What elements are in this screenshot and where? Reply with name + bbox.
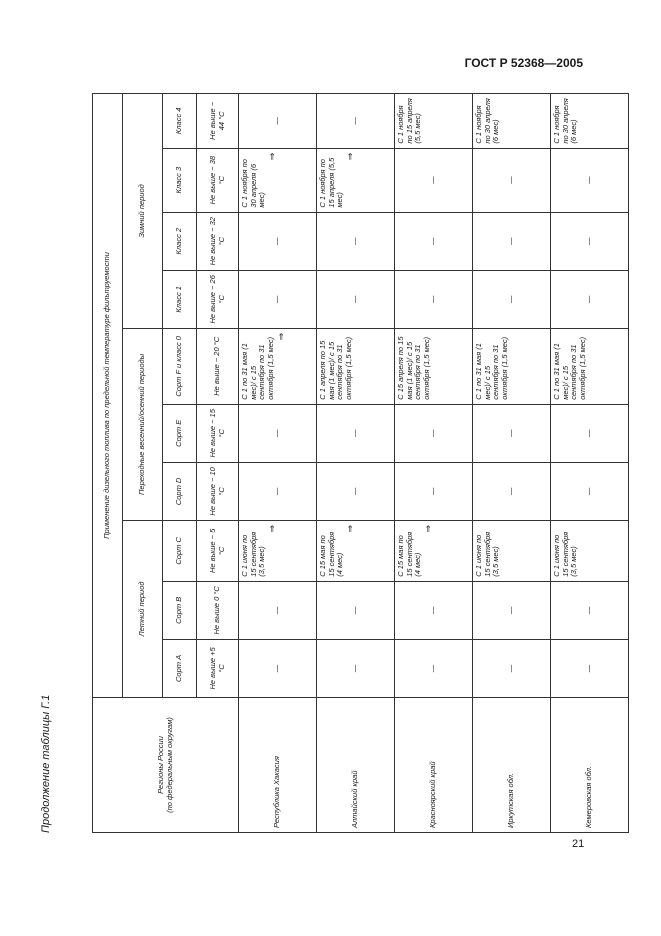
period-cell [473,328,551,404]
page-number: 21 [572,838,585,850]
empty-dash-cell: — [473,404,551,462]
grade-header: Сорт А [163,639,197,697]
empty-dash-cell: — [473,212,551,270]
empty-dash-cell: — [395,462,473,520]
region-name: Алтайский край [317,697,395,832]
empty-dash-cell: — [317,212,395,270]
empty-dash-cell: — [551,462,629,520]
empty-dash-cell: — [473,581,551,639]
period-cell [317,328,395,404]
standard-number: ГОСТ Р 52368—2005 [464,56,583,70]
period-text: С 15 апреля по 15 мая (1 мес)/ с 15 сентября по 31 октября (1,5 мес) [396,336,431,400]
empty-dash-cell: — [473,639,551,697]
grade-header: Сорт С [163,520,197,581]
table-row [239,94,317,833]
arrow-icon: ⇒ [275,332,286,341]
period-text: С 1 июня по 15 сентября (3,5 мес) [240,531,267,577]
arrow-icon: ⇒ [344,152,355,161]
empty-dash-cell: — [395,212,473,270]
grade-header: Сорт D [163,462,197,520]
empty-dash-cell: — [317,639,395,697]
empty-dash-cell: — [317,94,395,149]
table-row [395,94,473,833]
empty-dash-cell: — [239,404,317,462]
empty-dash-cell: — [239,94,317,149]
empty-dash-cell: — [317,404,395,462]
empty-dash-cell: — [395,148,473,212]
empty-dash-cell: — [239,270,317,328]
grade-header: Сорт Е [163,404,197,462]
region-name: Республика Хакасия [239,697,317,832]
arrow-icon: ⇒ [422,524,433,533]
period-text: С 15 мая по 15 сентября (4 мес) [318,531,345,577]
empty-dash-cell: — [395,581,473,639]
period-cell [551,520,629,581]
table-row [317,94,395,833]
temperature-limit-header: Не выше − 5 °С [197,520,239,581]
table-caption: Продолжение таблицы Г.1 [40,694,52,833]
table-row [473,94,551,833]
arrow-icon: ⇒ [266,152,277,161]
temperature-limit-header: Не выше − 15 °С [197,404,239,462]
empty-dash-cell: — [551,404,629,462]
period-text: С 1 апреля по 15 мая (1 мес)/ с 15 сентября по 31 октября (1,5 мес) [318,336,353,400]
region-name: Красноярский край [395,697,473,832]
period-text: С 1 июня по 15 сентября (3,5 мес) [474,531,501,577]
empty-dash-cell: — [317,270,395,328]
arrow-icon: ⇒ [266,524,277,533]
fuel-application-table [92,93,629,833]
empty-dash-cell: — [473,270,551,328]
period-cell [317,148,395,212]
temperature-limit-header: Не выше − 26 °С [197,270,239,328]
period-cell [239,520,317,581]
empty-dash-cell: — [551,148,629,212]
period-text: С 1 июня по 15 сентября (3,5 мес) [552,531,579,577]
empty-dash-cell: — [239,581,317,639]
grade-header: Сорт В [163,581,197,639]
winter-period-header: Зимний период [123,94,163,329]
empty-dash-cell: — [239,639,317,697]
arrow-icon: ⇒ [344,524,355,533]
period-text: С 1 по 31 мая (1 мес)/ с 15 сентября по 31 октября (1,5 мес) [552,336,587,400]
period-cell [395,328,473,404]
empty-dash-cell: — [395,404,473,462]
period-cell [473,520,551,581]
table-row [551,94,629,833]
temperature-limit-header: Не выше − 20 °С [197,328,239,404]
rotated-table-block [40,93,594,833]
grade-header: Класс 2 [163,212,197,270]
temperature-limit-header: Не выше − 10 °С [197,462,239,520]
region-name: Кемеровская обл. [551,697,629,832]
period-text: С 1 ноября по 15 апреля (5,5 мес) [318,157,345,208]
empty-dash-cell: — [473,148,551,212]
main-header: Применение дизельного топлива по предельной температуре фильтруемости [93,94,123,698]
summer-period-header: Летний период [123,520,163,697]
grade-header: Класс 1 [163,270,197,328]
empty-dash-cell: — [395,270,473,328]
empty-dash-cell: — [551,270,629,328]
temperature-limit-header: Не выше − 38 °С [197,148,239,212]
empty-dash-cell: — [239,462,317,520]
temperature-limit-header: Не выше − 44 °С [197,94,239,149]
period-text: С 1 ноября по 30 апреля (6 мес) [474,98,501,144]
grade-header: Класс 3 [163,148,197,212]
temperature-limit-header: Не выше +5 °С [197,639,239,697]
empty-dash-cell: — [551,639,629,697]
period-cell [239,148,317,212]
period-cell [395,520,473,581]
period-cell [551,328,629,404]
empty-dash-cell: — [317,462,395,520]
period-cell [473,94,551,149]
period-text: С 1 ноября по 30 апреля (6 мес) [240,159,267,208]
transition-period-header: Переходные весенний/осенний периоды [123,328,163,520]
period-cell [395,94,473,149]
period-text: С 1 ноября по 30 апреля (6 мес) [552,98,579,144]
period-cell [317,520,395,581]
grade-header: Класс 4 [163,94,197,149]
region-name: Иркутская обл. [473,697,551,832]
empty-dash-cell: — [239,212,317,270]
period-text: С 15 мая по 15 сентября (4 мес) [396,531,423,577]
period-text: С 1 по 31 мая (1 мес)/ с 15 сентября по 31 октября (1,5 мес) [474,336,509,400]
empty-dash-cell: — [551,212,629,270]
temperature-limit-header: Не выше 0 °С [197,581,239,639]
temperature-limit-header: Не выше − 32 °С [197,212,239,270]
empty-dash-cell: — [317,581,395,639]
period-text: С 1 по 31 мая (1 мес)/ с 15 сентября по 31 октября (1,5 мес) [240,336,275,400]
regions-header: Регионы России (по федеральным округам) [93,697,239,832]
empty-dash-cell: — [551,581,629,639]
grade-header: Сорт F и класс 0 [163,328,197,404]
empty-dash-cell: — [395,639,473,697]
period-cell [239,328,317,404]
empty-dash-cell: — [473,462,551,520]
period-text: С 1 ноября по 15 апреля (5,5 мес) [396,98,423,144]
period-cell [551,94,629,149]
